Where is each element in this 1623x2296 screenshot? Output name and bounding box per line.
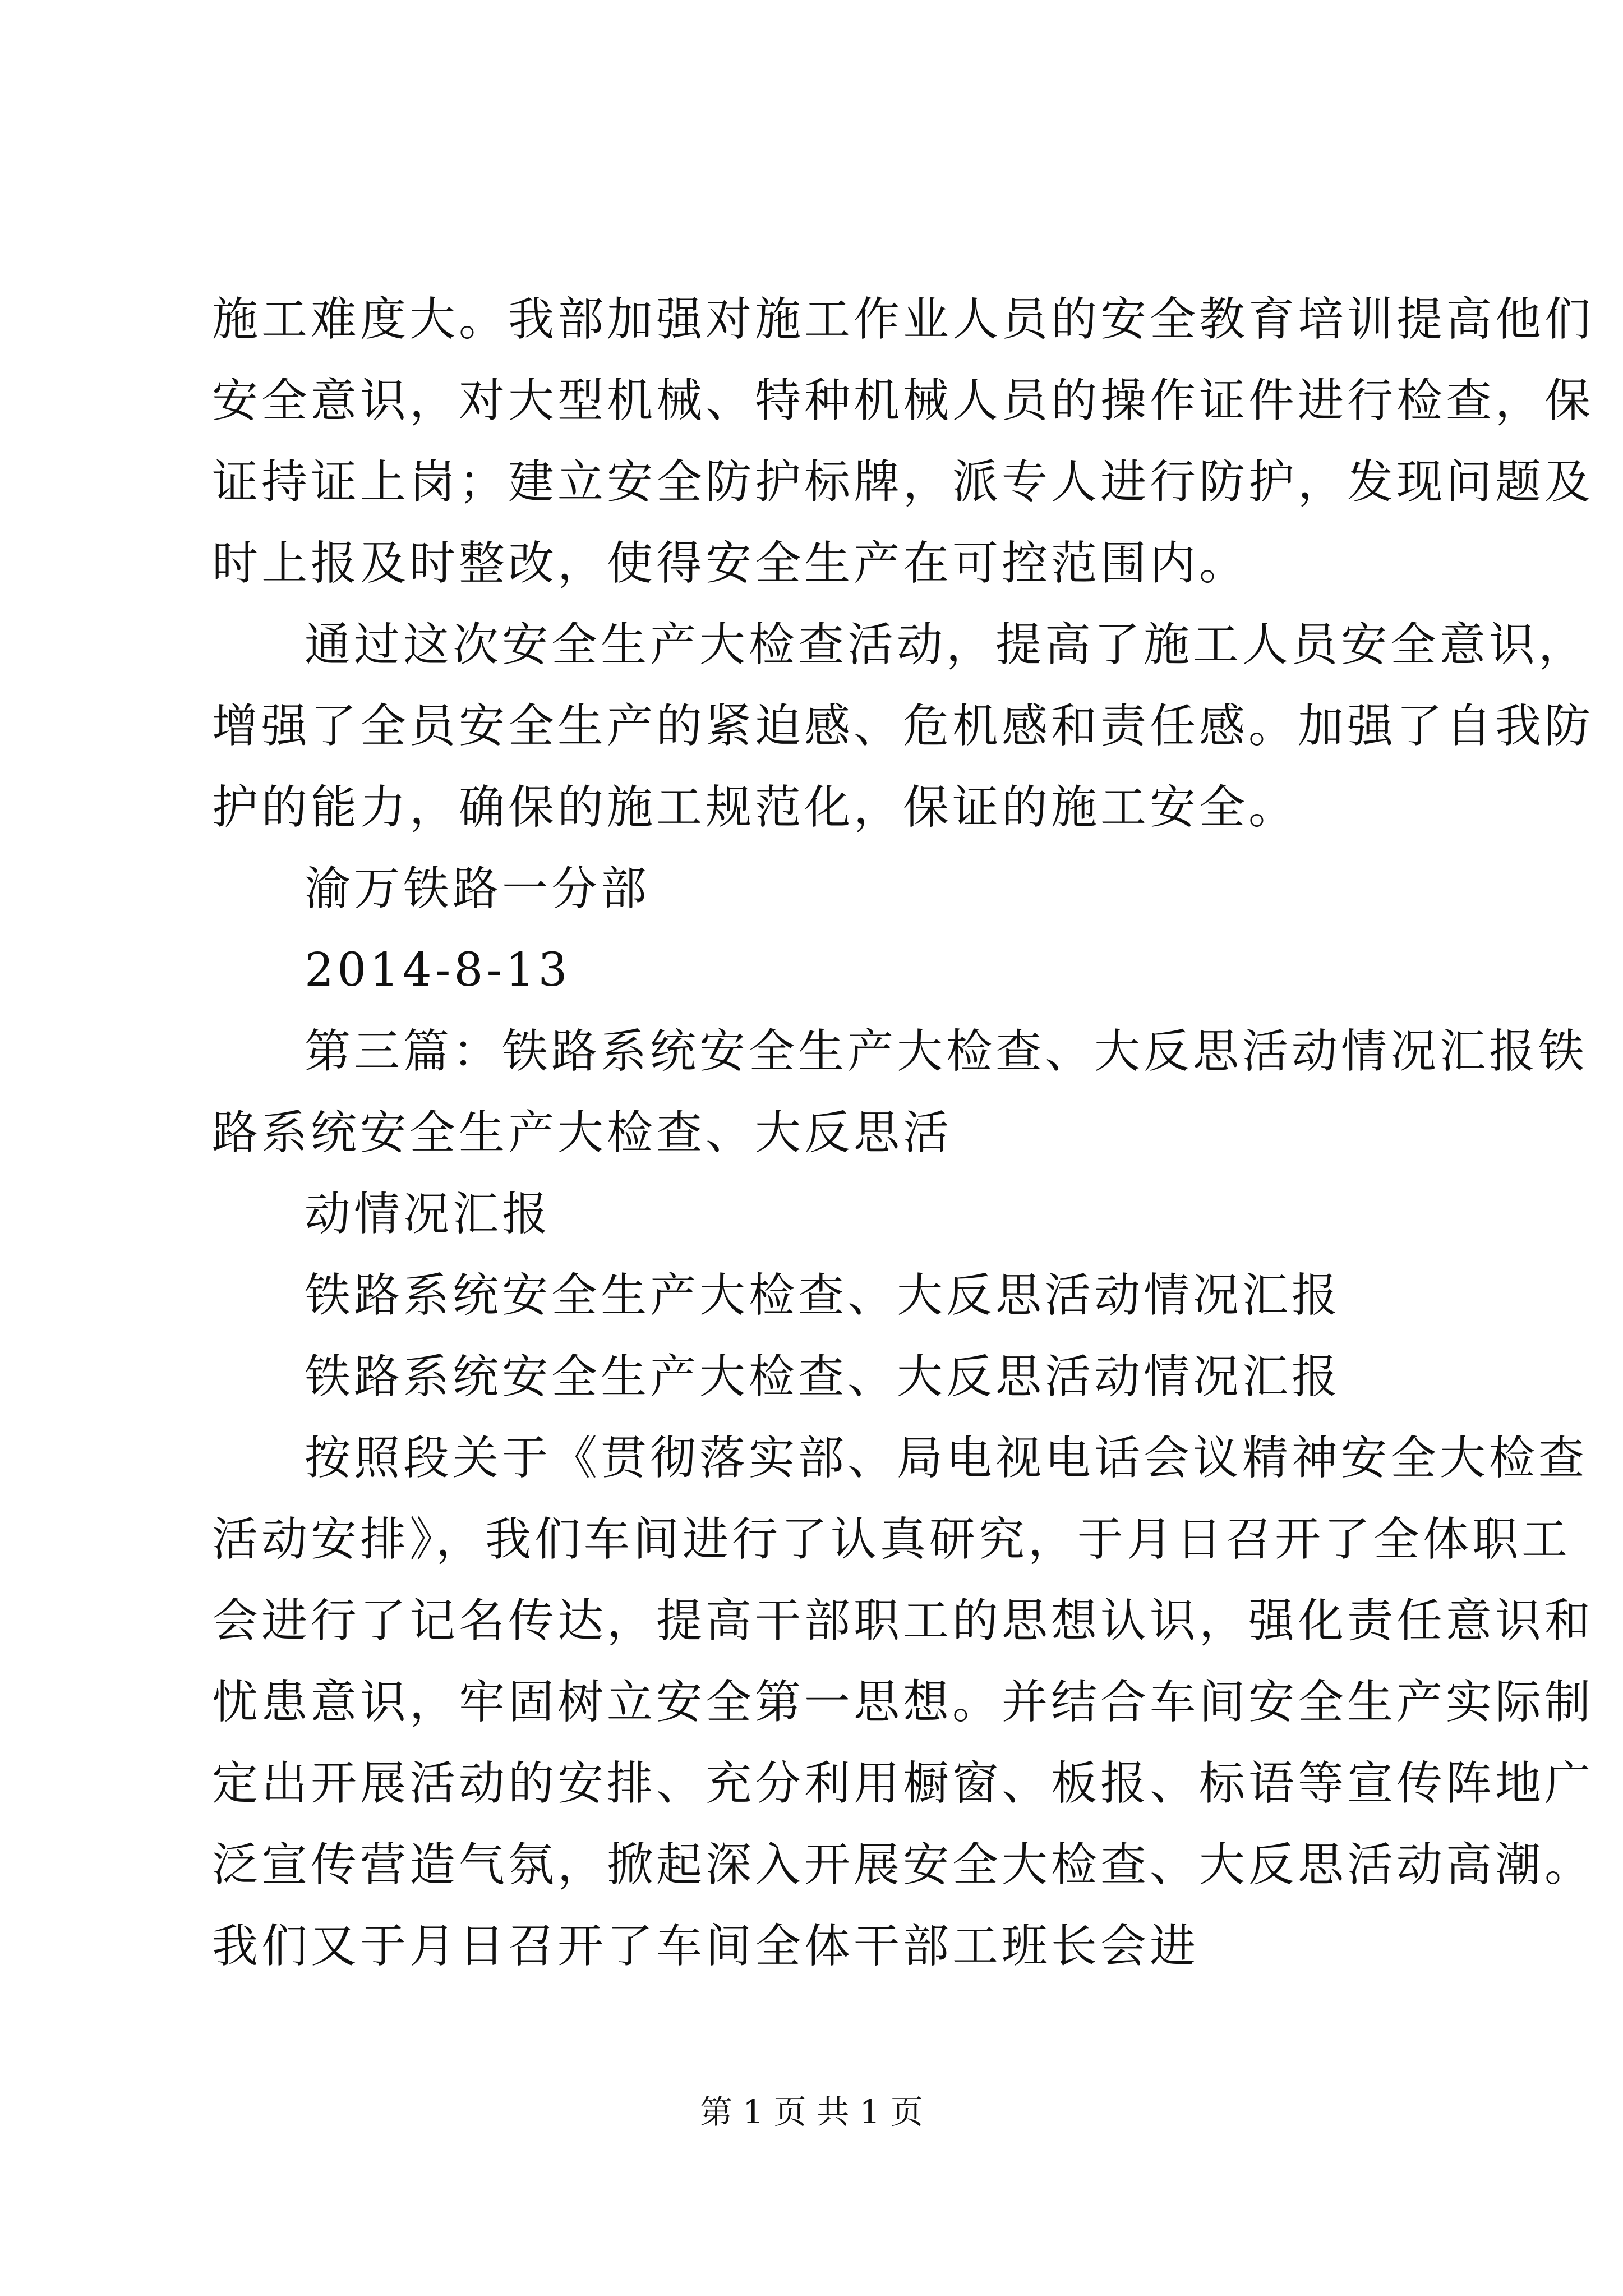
- body-text-line: 忧患意识，牢固树立安全第一思想。并结合车间安全生产实际制: [212, 1676, 1594, 1729]
- chapter-heading-line: 动情况汇报: [305, 1188, 552, 1241]
- chapter-heading-line: 路系统安全生产大检查、大反思活: [212, 1106, 953, 1159]
- body-text-line: 泛宣传营造气氛，掀起深入开展安全大检查、大反思活动高潮。: [212, 1838, 1594, 1892]
- body-text-line: 按照段关于《贯彻落实部、局电视电话会议精神安全大检查: [305, 1432, 1588, 1485]
- section-title: 铁路系统安全生产大检查、大反思活动情况汇报: [305, 1350, 1341, 1404]
- section-title: 铁路系统安全生产大检查、大反思活动情况汇报: [305, 1269, 1341, 1322]
- page-number-footer: 第 1 页 共 1 页: [700, 2093, 923, 2131]
- signature-org: 渝万铁路一分部: [305, 862, 651, 915]
- body-text-line: 护的能力，确保的施工规范化，保证的施工安全。: [212, 781, 1298, 834]
- body-text-line: 安全意识，对大型机械、特种机械人员的操作证件进行检查，保: [212, 374, 1594, 427]
- body-text-line: 通过这次安全生产大检查活动，提高了施工人员安全意识，: [305, 618, 1588, 671]
- signature-date: 2014-8-13: [305, 944, 571, 997]
- body-text-line: 施工难度大。我部加强对施工作业人员的安全教育培训提高他们: [212, 293, 1594, 346]
- body-text-line: 定出开展活动的安排、充分利用橱窗、板报、标语等宣传阵地广: [212, 1757, 1594, 1810]
- body-text-line: 活动安排》，我们车间进行了认真研究，于月日召开了全体职工: [212, 1513, 1571, 1566]
- body-text-line: 我们又于月日召开了车间全体干部工班长会进: [212, 1920, 1200, 1973]
- chapter-heading-line: 第三篇：铁路系统安全生产大检查、大反思活动情况汇报铁: [305, 1025, 1588, 1078]
- body-text-line: 会进行了记名传达，提高干部职工的思想认识，强化责任意识和: [212, 1594, 1594, 1648]
- body-text-line: 证持证上岗；建立安全防护标牌，派专人进行防护，发现问题及: [212, 455, 1594, 509]
- body-text-line: 时上报及时整改，使得安全生产在可控范围内。: [212, 537, 1249, 590]
- body-text-line: 增强了全员安全生产的紧迫感、危机感和责任感。加强了自我防: [212, 700, 1594, 753]
